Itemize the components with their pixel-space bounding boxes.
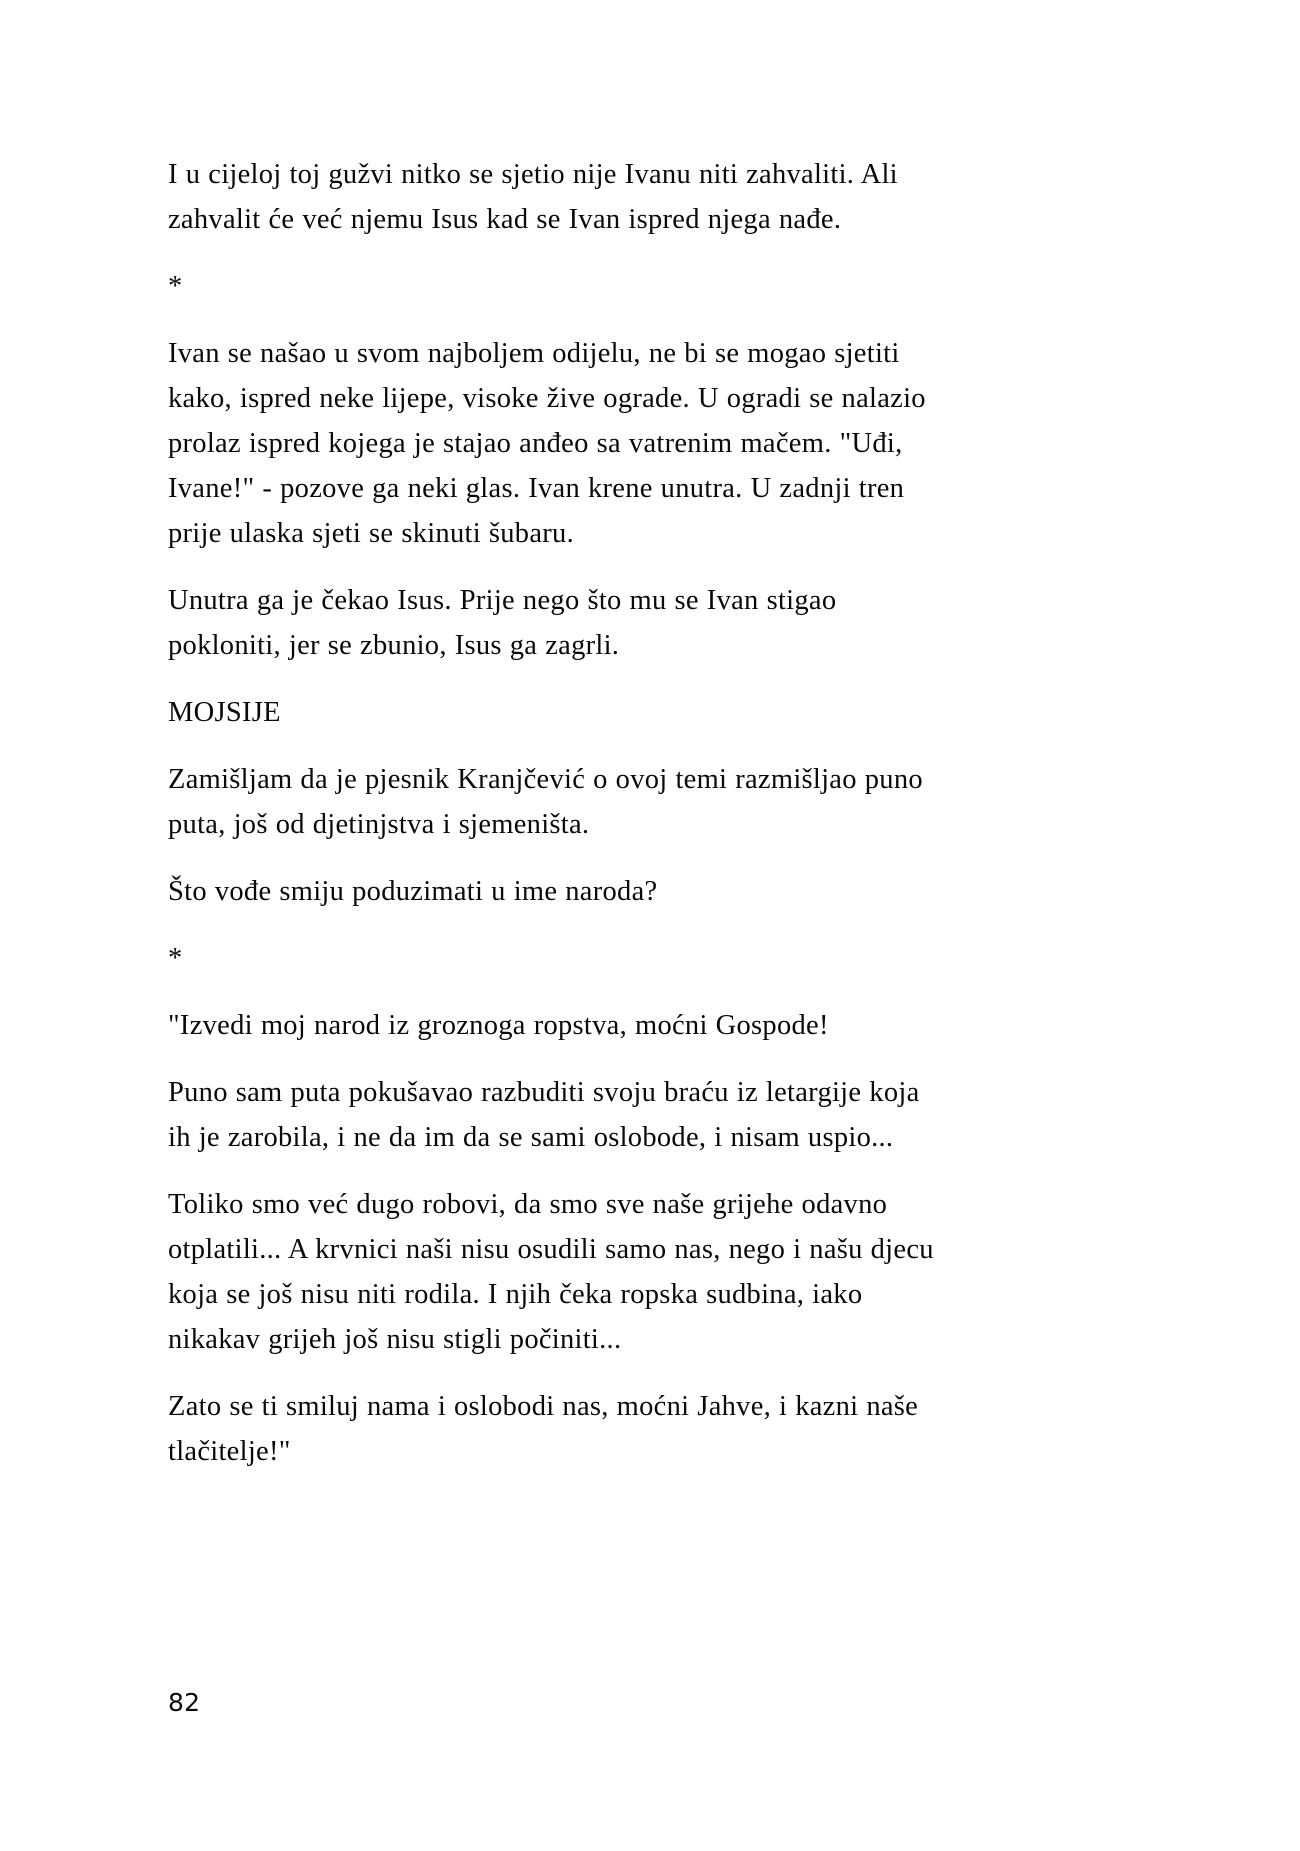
paragraph-2: Ivan se našao u svom najboljem odijelu, ne bi se mogao sjetiti kako, ispred neke lijepe, visoke žive ograde. U ogradi se nalazio prolaz ispred kojega je stajao anđeo sa vatrenim mačem. "Uđi, Ivane!" - pozove ga neki glas. Ivan krene unutra. U zadnji tren prije ulaska sjeti se skinuti šubaru.	[168, 338, 926, 549]
paragraph-7: Puno sam puta pokušavao razbuditi svoju braću iz letargije koja ih je zarobila, i ne da im da se sami oslobode, i nisam uspio...	[168, 1077, 920, 1153]
paragraph-9: Zato se ti smiluj nama i oslobodi nas, moćni Jahve, i kazni naše tlačitelje!"	[168, 1391, 919, 1467]
paragraph-3: Unutra ga je čekao Isus. Prije nego što mu se Ivan stigao pokloniti, jer se zbunio, Isus ga zagrli.	[168, 585, 837, 661]
paragraph-1: I u cijeloj toj gužvi nitko se sjetio nije Ivanu niti zahvaliti. Ali zahvalit će već njemu Isus kad se Ivan ispred njega nađe.	[168, 159, 898, 235]
paragraph-8: Toliko smo već dugo robovi, da smo sve naše grijehe odavno otplatili... A krvnici naši nisu osudili samo nas, nego i našu djecu koja se još nisu niti rodila. I njih čeka ropska sudbina, iako nikakav grijeh još nisu stigli počiniti...	[168, 1189, 934, 1355]
section-separator-asterisk-1: *	[168, 271, 183, 302]
paragraph-4: Zamišljam da je pjesnik Kranjčević o ovoj temi razmišljao puno puta, još od djetinjstva i sjemeništa.	[168, 764, 923, 840]
section-heading-mojsije: MOJSIJE	[168, 697, 281, 728]
paragraph-5: Što vođe smiju poduzimati u ime naroda?	[168, 876, 658, 907]
body-text-column	[168, 152, 938, 1496]
section-separator-asterisk-2: *	[168, 943, 183, 974]
page-number: 82	[168, 1688, 201, 1717]
paragraph-6: "Izvedi moj narod iz groznoga ropstva, moćni Gospode!	[168, 1010, 829, 1041]
